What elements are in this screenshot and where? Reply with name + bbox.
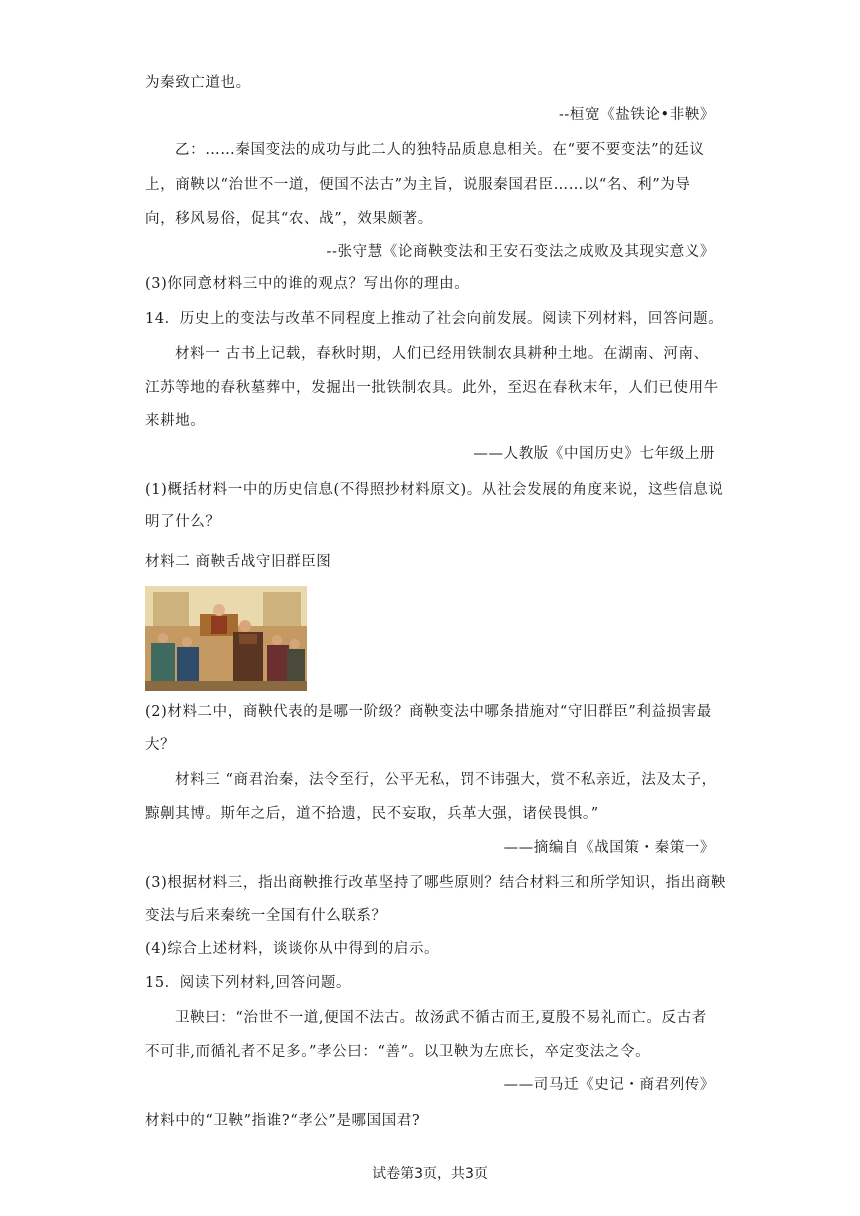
text-line: 乙：……秦国变法的成功与此二人的独特品质息息相关。在“要不要变法”的廷议: [175, 142, 705, 158]
question-text: 明了什么？: [145, 514, 221, 530]
question-text: 变法与后来秦统一全国有什么联系？: [145, 908, 387, 924]
material-text: 材料三 “商君治秦，法令至行，公平无私，罚不讳强大，赏不私亲近，法及太子，: [175, 772, 717, 788]
source-citation: --张守慧《论商鞅变法和王安石变法之成败及其现实意义》: [326, 244, 715, 260]
source-citation: ——司马迁《史记・商君列传》: [503, 1077, 715, 1093]
question-text: (1)概括材料一中的历史信息(不得照抄材料原文)。从社会发展的角度来说，这些信息说: [145, 482, 724, 498]
illustration-shang-yang-debate: [145, 586, 307, 691]
material-text: 来耕地。: [145, 413, 206, 429]
question-text: (2)材料二中，商鞅代表的是哪一阶级？商鞅变法中哪条措施对“守旧群臣”利益损害最: [145, 704, 712, 720]
question-text: 材料中的“卫鞅”指谁?“孝公”是哪国国君?: [145, 1113, 421, 1129]
material-text: 黥劓其博。斯年之后，道不拾遗，民不妄取，兵革大强，诸侯畏惧。”: [145, 806, 599, 822]
text-line: 上，商鞅以“治世不一道，便国不法古”为主旨，说服秦国君臣……以“名、利”为导: [145, 177, 691, 193]
text-line: 向，移风易俗，促其“农、战”，效果颇著。: [145, 211, 433, 227]
material-text: 材料一 古书上记载，春秋时期，人们已经用铁制农具耕种土地。在湖南、河南、: [175, 346, 709, 362]
text-line: 为秦致亡道也。: [145, 75, 251, 91]
question-text: (3)你同意材料三中的谁的观点？写出你的理由。: [145, 276, 470, 292]
question-text: 大？: [145, 737, 176, 753]
question-title: 15．阅读下列材料,回答问题。: [145, 975, 352, 991]
material-text: 不可非,而循礼者不足多。”孝公曰：“善”。以卫鞅为左庶长，卒定变法之令。: [145, 1044, 651, 1060]
question-text: (4)综合上述材料，谈谈你从中得到的启示。: [145, 941, 440, 957]
material-text: 江苏等地的春秋墓葬中，发掘出一批铁制农具。此外，至迟在春秋末年，人们已使用牛: [145, 380, 719, 396]
source-citation: --桓宽《盐铁论•非鞅》: [558, 107, 715, 123]
source-citation: ——人教版《中国历史》七年级上册: [473, 446, 715, 462]
question-text: (3)根据材料三，指出商鞅推行改革坚持了哪些原则？结合材料三和所学知识，指出商鞅: [145, 875, 727, 891]
question-title: 14．历史上的变法与改革不同程度上推动了社会向前发展。阅读下列材料，回答问题。: [145, 311, 724, 327]
material-text: 卫鞅曰：“治世不一道,便国不法古。故汤武不循古而王,夏殷不易礼而亡。反古者: [175, 1010, 707, 1026]
source-citation: ——摘编自《战国策・秦策一》: [503, 840, 715, 856]
material-caption: 材料二 商鞅舌战守旧群臣图: [145, 554, 332, 570]
page-footer: 试卷第3页，共3页: [372, 1166, 488, 1182]
